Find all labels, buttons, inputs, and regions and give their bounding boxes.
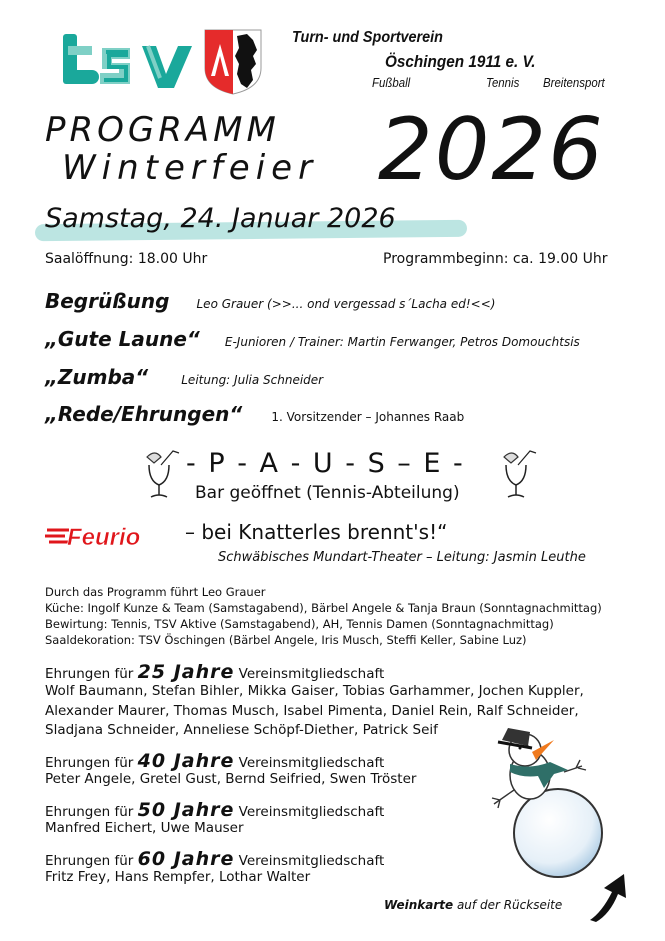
honor-suffix: Vereinsmitgliedschaft xyxy=(238,666,385,682)
program-item-title: „Zumba“ xyxy=(45,365,149,389)
wine-list-label: Weinkarte xyxy=(384,898,454,912)
honor-heading-50 xyxy=(45,799,384,821)
program-item-title: „Rede/Ehrungen“ xyxy=(45,402,243,426)
honor-heading-60 xyxy=(45,848,384,870)
program-item xyxy=(45,365,323,389)
honor-suffix: Vereinsmitgliedschaft xyxy=(238,755,385,771)
program-item-desc: Leitung: Julia Schneider xyxy=(181,373,324,387)
wine-list-note xyxy=(384,898,562,912)
pause-subtitle: Bar geöffnet (Tennis-Abteilung) xyxy=(195,483,460,503)
doors-open-time: Saalöffnung: 18.00 Uhr xyxy=(45,251,208,267)
title-year: 2026 xyxy=(378,100,605,200)
program-item-desc: E-Junioren / Trainer: Martin Ferwanger, Petros Domouchtsis xyxy=(224,335,580,349)
program-item xyxy=(45,289,495,313)
theater-subtitle: Schwäbisches Mundart-Theater – Leitung: Jasmin Leuthe xyxy=(218,550,586,565)
honor-years: 50 Jahre xyxy=(137,799,235,821)
honor-heading-40 xyxy=(45,750,384,772)
credit-line: Saaldekoration: TSV Öschingen (Bärbel Angele, Iris Musch, Steffi Keller, Sabine Luz) xyxy=(45,633,527,647)
title-winterfeier: Winterfeier xyxy=(62,148,319,188)
event-date: Samstag, 24. Januar 2026 xyxy=(45,203,396,234)
snowman-illustration xyxy=(480,720,620,880)
club-name-line2: Öschingen 1911 e. V. xyxy=(385,52,536,71)
svg-text:Feurio: Feurio xyxy=(67,524,141,551)
program-item-desc: Leo Grauer (>>... ond vergessad s´Lacha ed!<<) xyxy=(196,297,496,311)
feurio-logo xyxy=(45,522,182,552)
honor-names: Manfred Eichert, Uwe Mauser xyxy=(45,820,244,836)
honor-heading-25 xyxy=(45,661,384,683)
honor-names: Sladjana Schneider, Anneliese Schöpf-Diether, Patrick Seif xyxy=(45,722,438,738)
program-start-time: Programmbeginn: ca. 19.00 Uhr xyxy=(383,251,608,267)
honor-suffix: Vereinsmitgliedschaft xyxy=(238,804,385,820)
program-item-title: Begrüßung xyxy=(45,289,170,313)
honor-names: Wolf Baumann, Stefan Bihler, Mikka Gaiser, Tobias Garhammer, Jochen Kuppler, xyxy=(45,683,584,699)
credit-line: Durch das Programm führt Leo Grauer xyxy=(45,585,266,599)
honor-prefix: Ehrungen für xyxy=(45,853,134,869)
honor-prefix: Ehrungen für xyxy=(45,804,134,820)
club-name-line1: Turn- und Sportverein xyxy=(292,29,443,46)
theater-title: – bei Knatterles brennt's!“ xyxy=(185,520,448,544)
department-tennis: Tennis xyxy=(486,75,520,90)
honor-prefix: Ehrungen für xyxy=(45,666,134,682)
cocktail-glass-icon xyxy=(500,447,538,503)
department-general-sports: Breitensport xyxy=(543,75,605,90)
curved-arrow-icon xyxy=(588,872,628,922)
honor-names: Peter Angele, Gretel Gust, Bernd Seifried, Swen Tröster xyxy=(45,771,417,787)
program-item-title: „Gute Laune“ xyxy=(45,327,200,351)
wine-list-text: auf der Rückseite xyxy=(453,898,563,912)
tsv-logo xyxy=(60,30,195,96)
program-item xyxy=(45,402,464,426)
honor-suffix: Vereinsmitgliedschaft xyxy=(238,853,385,869)
credit-line: Küche: Ingolf Kunze & Team (Samstagabend), Bärbel Angele & Tanja Braun (Sonntagnachmittag) xyxy=(45,601,602,615)
pause-title: - P - A - U - S – E - xyxy=(186,448,465,479)
coat-of-arms-icon xyxy=(203,28,263,96)
cocktail-glass-icon xyxy=(143,447,181,503)
honor-years: 60 Jahre xyxy=(137,848,235,870)
department-football: Fußball xyxy=(372,75,411,90)
title-programm: PROGRAMM xyxy=(45,110,280,150)
program-item xyxy=(45,327,580,351)
honor-names: Alexander Maurer, Thomas Musch, Isabel Pimenta, Daniel Rein, Ralf Schneider, xyxy=(45,703,579,719)
honor-names: Fritz Frey, Hans Rempfer, Lothar Walter xyxy=(45,869,311,885)
program-item-desc: 1. Vorsitzender – Johannes Raab xyxy=(271,410,465,424)
honor-years: 40 Jahre xyxy=(137,750,235,772)
honor-prefix: Ehrungen für xyxy=(45,755,134,771)
honor-years: 25 Jahre xyxy=(137,661,235,683)
credit-line: Bewirtung: Tennis, TSV Aktive (Samstagabend), AH, Tennis Damen (Sonntagnachmittag) xyxy=(45,617,554,631)
